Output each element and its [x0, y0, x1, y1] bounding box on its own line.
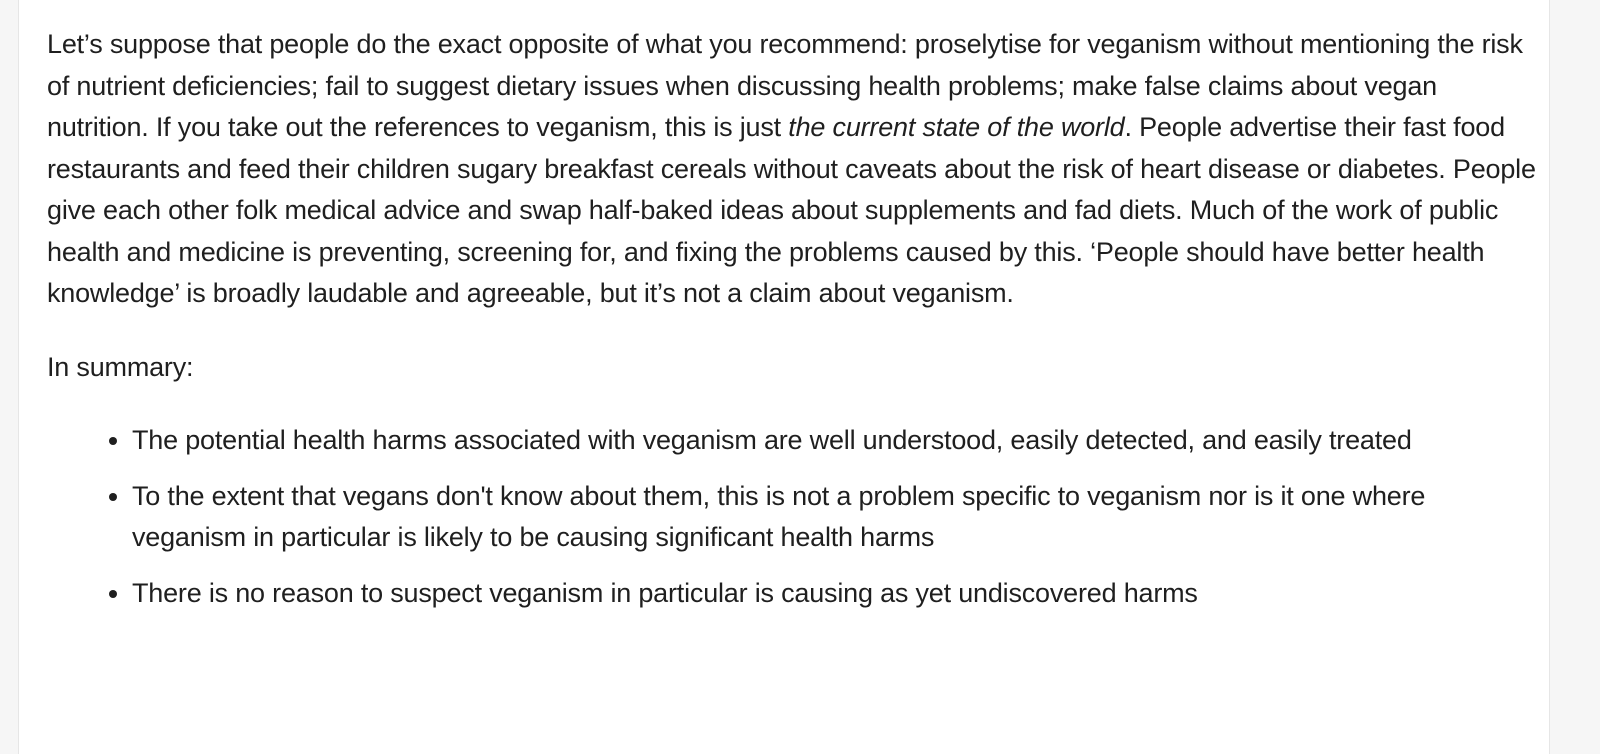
summary-item: • There is no reason to suspect veganism in particular is causing as yet undiscovered harms [132, 573, 1537, 614]
body-paragraph [47, 24, 1537, 315]
summary-list [47, 420, 1537, 614]
summary-item: • To the extent that vegans don't know about them, this is not a problem specific to veganism nor is it one where veganism in particular is likely to be causing significant health harms [132, 476, 1537, 558]
paragraph-emphasis: the current state of the world [788, 112, 1125, 142]
paragraph-text-start: Let’s suppose that people do the exact opposite of what you recommend: proselytise for veganism without mentioning the risk of nutrient deficiencies; fail to suggest dietary issues when discussing health problems; make false claims about vegan nutrition. If you take out the references to veganism, this is just [47, 29, 1523, 142]
paragraph-text-end: . People advertise their fast food restaurants and feed their children sugary breakfast cereals without caveats about the risk of heart disease or diabetes. People give each other folk medical advice and swap half-baked ideas about supplements and fad diets. Much of the work of public health and medicine is preventing, screening for, and fixing the problems caused by this. ‘People should have better health knowledge’ is broadly laudable and agreeable, but it’s not a claim about veganism. [47, 112, 1536, 308]
article-card [18, 0, 1550, 754]
summary-item: • The potential health harms associated with veganism are well understood, easily detected, and easily treated [132, 420, 1537, 461]
article-body [47, 24, 1537, 629]
summary-heading: In summary: [47, 351, 194, 382]
